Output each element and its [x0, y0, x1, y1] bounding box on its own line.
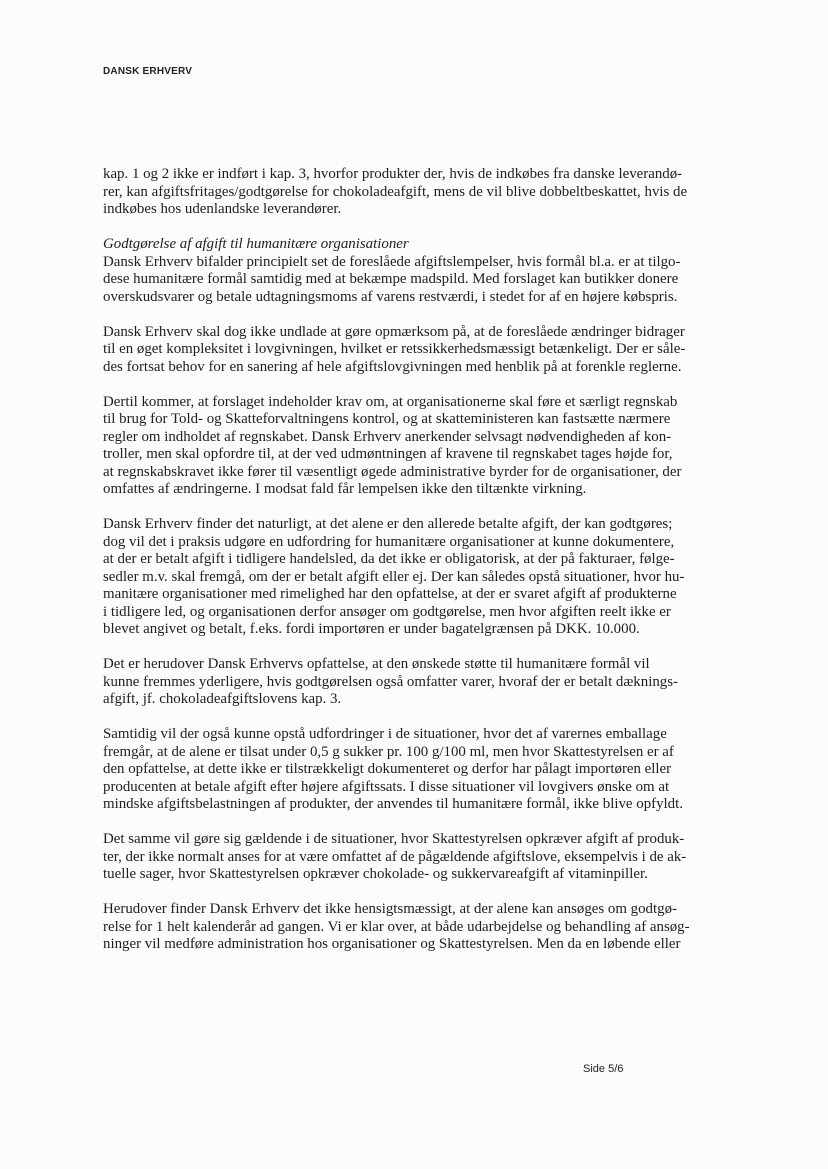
- text-line: dese humanitære formål samtidig med at bekæmpe madspild. Med forslaget kan butikker donere: [103, 271, 679, 287]
- text-line: Dansk Erhverv bifalder principielt set de foreslåede afgiftslempelser, hvis formål bl.a. er at tilgo-: [103, 253, 681, 270]
- text-line: til en øget kompleksitet i lovgivningen, hvilket er retssikkerhedsmæssigt betænkeligt. Der er såle-: [103, 341, 686, 357]
- paragraph-8: [103, 831, 715, 884]
- text-line: kap. 1 og 2 ikke er indført i kap. 3, hvorfor produkter der, hvis de indkøbes fra danske leverandø-: [103, 166, 683, 182]
- paragraph-3: [103, 324, 715, 377]
- paragraph-1: [103, 166, 715, 219]
- text-line: overskudsvarer og betale udtagningsmoms af varens restværdi, i stedet for af en højere købspris.: [103, 288, 678, 305]
- text-line: Dertil kommer, at forslaget indeholder krav om, at organisationerne skal føre et særligt regnskab: [103, 393, 678, 410]
- text-line: tuelle sager, hvor Skattestyrelsen opkræver chokolade- og sukkervareafgift af vitaminpiller.: [103, 866, 648, 882]
- text-line: omfattes af ændringerne. I modsat fald får lempelsen ikke den tiltænkte virkning.: [103, 481, 587, 497]
- paragraph-6: [103, 656, 715, 709]
- text-line: i tidligere led, og organisationen derfor ansøger om godtgørelse, men hvor afgiften reelt ikke er: [103, 603, 671, 620]
- text-line: den opfattelse, at dette ikke er tilstrækkeligt dokumenteret og derfor har pålagt importøren eller: [103, 761, 672, 777]
- text-line: at regnskabskravet ikke fører til væsentligt øgede administrative byrder for de organisationer, der: [103, 463, 682, 480]
- text-line: kunne fremmes yderligere, hvis godtgørelsen også omfatter varer, hvoraf der er betalt dæknings-: [103, 673, 678, 690]
- text-line: at der er betalt afgift i tidligere handelsled, da det ikke er obligatorisk, at der på fakturaer, følge-: [103, 551, 675, 567]
- paragraph-9: [103, 901, 715, 954]
- text-line: fremgår, at de alene er tilsat under 0,5 g sukker pr. 100 g/100 ml, men hvor Skattestyrelsen er af: [103, 743, 674, 760]
- text-line: Samtidig vil der også kunne opstå udfordringer i de situationer, hvor det af varernes emballage: [103, 726, 667, 742]
- paragraph-5: [103, 516, 715, 639]
- text-line: relse for 1 helt kalenderår ad gangen. Vi er klar over, at både udarbejdelse og behandling af ansøg-: [103, 918, 690, 935]
- text-line: til brug for Told- og Skatteforvaltningens kontrol, og at skatteministeren kan fastsætte nærmere: [103, 411, 671, 427]
- text-line: des fortsat behov for en sanering af hele afgiftslovgivningen med henblik på at forenkle reglerne.: [103, 358, 682, 375]
- text-line: Det er herudover Dansk Erhvervs opfattelse, at den ønskede støtte til humanitære formål vil: [103, 656, 650, 672]
- section-heading: Godtgørelse af afgift til humanitære organisationer: [103, 236, 409, 252]
- body-text: [103, 166, 715, 971]
- paragraph-7: [103, 726, 715, 814]
- text-line: dog vil det i praksis udgøre en udfordring for humanitære organisationer at kunne dokumentere,: [103, 533, 675, 550]
- text-line: Dansk Erhverv finder det naturligt, at det alene er den allerede betalte afgift, der kan godtgøres;: [103, 516, 673, 532]
- text-line: regler om indholdet af regnskabet. Dansk Erhverv anerkender selvsagt nødvendigheden af kon-: [103, 428, 672, 445]
- text-line: troller, men skal opfordre til, at der ved udmøntningen af kravene til regnskabet tages højde for,: [103, 446, 673, 462]
- text-line: Det samme vil gøre sig gældende i de situationer, hvor Skattestyrelsen opkræver afgift af produk-: [103, 831, 685, 847]
- text-line: afgift, jf. chokoladeafgiftslovens kap. 3.: [103, 691, 342, 707]
- text-line: indkøbes hos udenlandske leverandører.: [103, 201, 342, 217]
- text-line: producenten at betale afgift efter højere afgiftssats. I disse situationer vil lovgivers ønske om at: [103, 778, 670, 795]
- text-line: rer, kan afgiftsfritages/godtgørelse for chokoladeafgift, mens de vil blive dobbeltbeskattet, hvis de: [103, 183, 688, 200]
- text-line: sedler m.v. skal fremgå, om der er betalt afgift eller ej. Der kan således opstå situationer, hvor hu-: [103, 568, 685, 585]
- text-line: mindske afgiftsbelastningen af produkter, der anvendes til humanitære formål, ikke blive opfyldt.: [103, 796, 683, 812]
- company-header: DANSK ERHVERV: [103, 66, 193, 77]
- text-line: Dansk Erhverv skal dog ikke undlade at gøre opmærksom på, at de foreslåede ændringer bidrager: [103, 323, 685, 340]
- text-line: ninger vil medføre administration hos organisationer og Skattestyrelsen. Men da en løbende eller: [103, 936, 681, 952]
- page-number: Side 5/6: [583, 1063, 624, 1075]
- paragraph-2: [103, 236, 715, 306]
- paragraph-4: [103, 394, 715, 499]
- text-line: manitære organisationer med rimelighed har den opfattelse, at der er svaret afgift af produkterne: [103, 586, 677, 602]
- text-line: blevet angivet og betalt, f.eks. fordi importøren er under bagatelgrænsen på DKK. 10.000.: [103, 621, 640, 637]
- text-line: ter, der ikke normalt anses for at være omfattet af de pågældende afgiftslove, eksempelvis i de ak-: [103, 848, 687, 865]
- text-line: Herudover finder Dansk Erhverv det ikke hensigtsmæssigt, at der alene kan ansøges om godtgø-: [103, 901, 677, 917]
